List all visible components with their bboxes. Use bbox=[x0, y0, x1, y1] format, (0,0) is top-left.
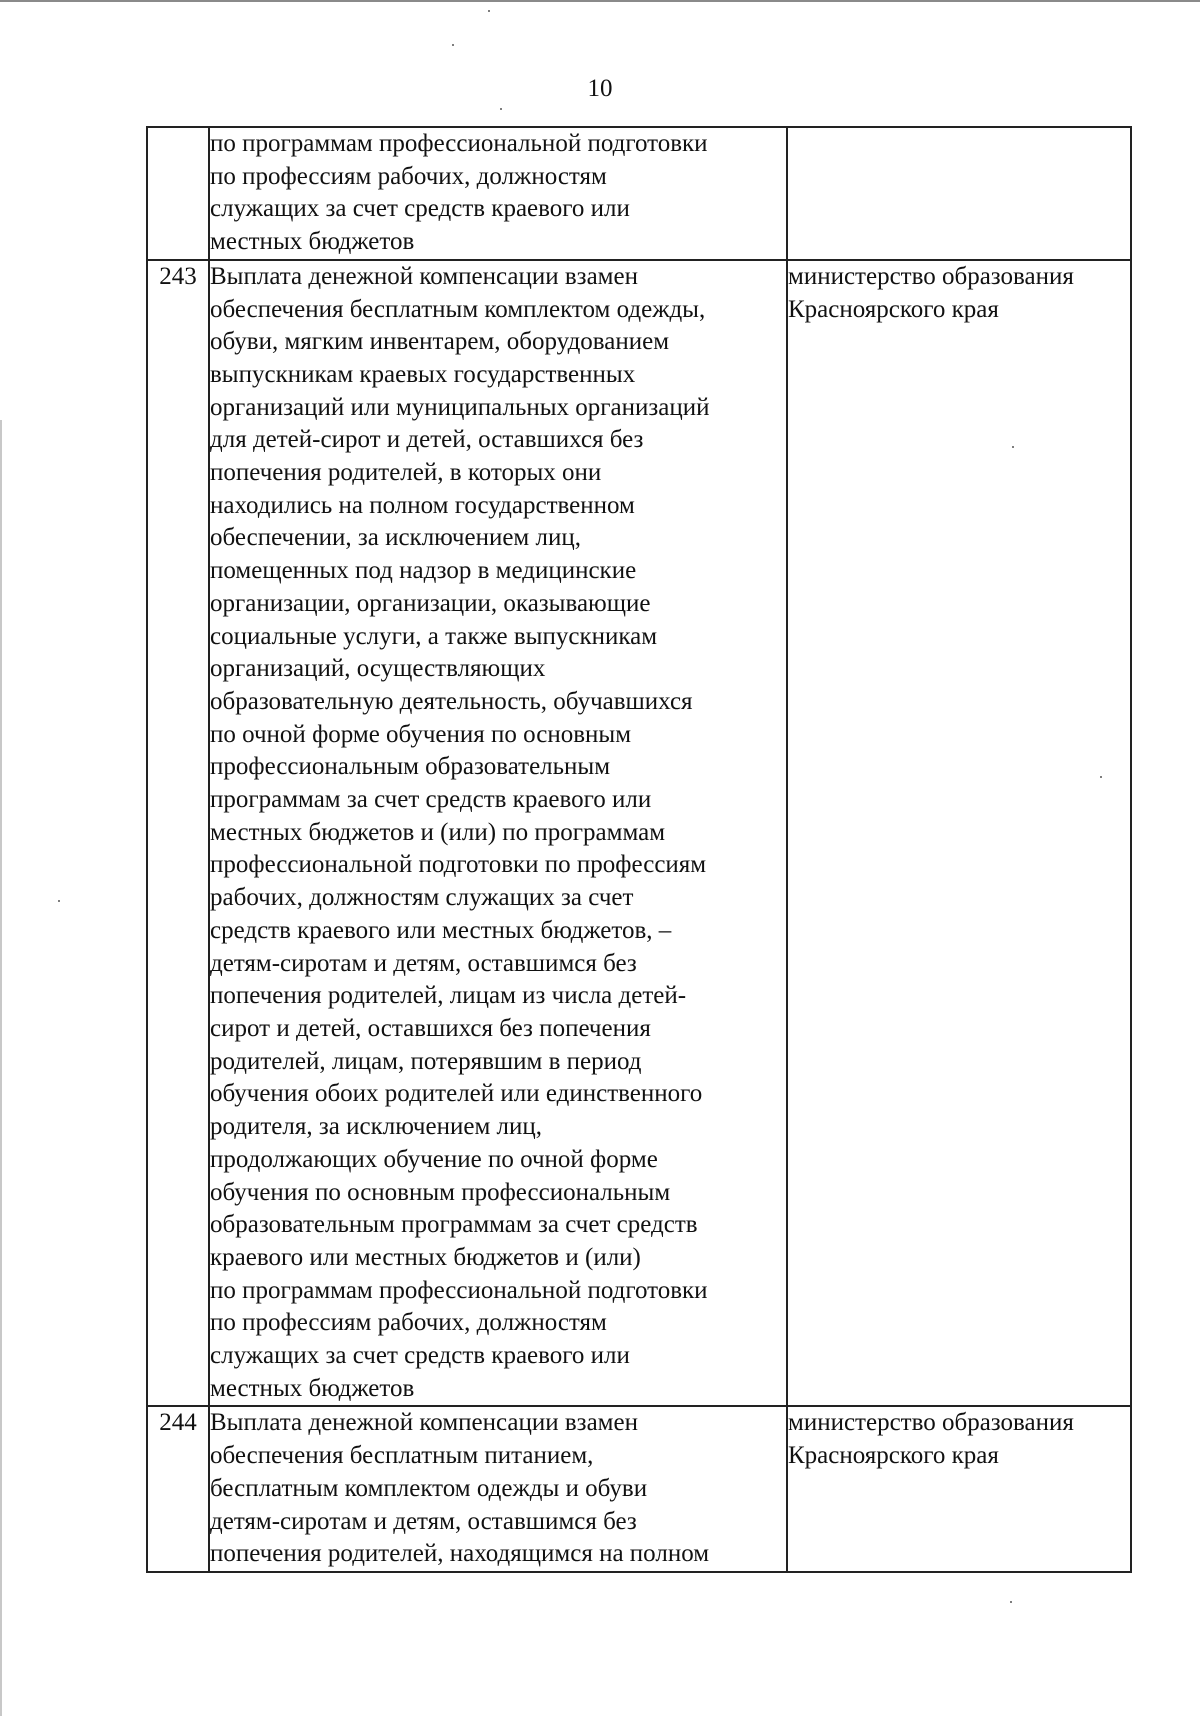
description-line: рабочих, должностям служащих за счет bbox=[210, 884, 634, 912]
responsible-body bbox=[787, 1406, 1131, 1572]
description-line: сирот и детей, оставшихся без попечения bbox=[210, 1014, 651, 1042]
description-line: обеспечения бесплатным комплектом одежды, bbox=[210, 295, 706, 323]
description-line: бесплатным комплектом одежды и обуви bbox=[210, 1474, 648, 1502]
table-row bbox=[147, 127, 1131, 260]
description-line: по профессиям рабочих, должностям bbox=[210, 162, 607, 190]
measure-description bbox=[209, 260, 787, 1407]
description-line: по программам профессиональной подготовки bbox=[210, 130, 708, 157]
description-line: служащих за счет средств краевого или bbox=[210, 1342, 630, 1370]
description-line: организаций или муниципальных организаций bbox=[210, 393, 710, 421]
table-row bbox=[147, 260, 1131, 1407]
responsible-line: министерство образования bbox=[788, 262, 1074, 290]
description-line: профессиональной подготовки по профессиям bbox=[210, 851, 707, 879]
description-line: обучения обоих родителей или единственного bbox=[210, 1080, 703, 1108]
scan-edge-left bbox=[0, 420, 2, 1716]
scan-speck bbox=[58, 900, 60, 902]
responsible-body bbox=[787, 260, 1131, 1407]
scan-speck bbox=[500, 108, 502, 110]
description-line: обеспечения бесплатным питанием, bbox=[210, 1442, 594, 1470]
description-line: обеспечении, за исключением лиц, bbox=[210, 524, 581, 552]
description-line: обучения по основным профессиональным bbox=[210, 1178, 671, 1206]
description-line: попечения родителей, лицам из числа детей- bbox=[210, 982, 687, 1010]
description-line: родителей, лицам, потерявшим в период bbox=[210, 1047, 642, 1075]
description-line: профессиональным образовательным bbox=[210, 753, 611, 781]
responsible-line: министерство образования bbox=[788, 1409, 1074, 1437]
description-line: образовательным программам за счет средств bbox=[210, 1211, 698, 1239]
description-line: социальные услуги, а также выпускникам bbox=[210, 622, 658, 650]
scan-speck bbox=[1010, 1601, 1012, 1603]
row-number: 243 bbox=[147, 260, 209, 1407]
description-line: для детей-сирот и детей, оставшихся без bbox=[210, 426, 644, 454]
description-line: попечения родителей, в которых они bbox=[210, 459, 602, 487]
table-row bbox=[147, 1406, 1131, 1572]
description-line: по профессиям рабочих, должностям bbox=[210, 1309, 607, 1337]
description-line: средств краевого или местных бюджетов, – bbox=[210, 916, 672, 944]
description-line: обуви, мягким инвентарем, оборудованием bbox=[210, 328, 670, 356]
description-line: организации, организации, оказывающие bbox=[210, 589, 651, 617]
responsible-body bbox=[787, 127, 1131, 260]
description-line: местных бюджетов и (или) по программам bbox=[210, 818, 666, 846]
description-line: детям-сиротам и детям, оставшимся без bbox=[210, 1507, 637, 1535]
document-table bbox=[146, 126, 1132, 1573]
row-number: 244 bbox=[147, 1406, 209, 1572]
description-line: Выплата денежной компенсации взамен bbox=[210, 1409, 638, 1437]
scan-speck bbox=[452, 44, 454, 46]
description-line: организаций, осуществляющих bbox=[210, 655, 546, 683]
description-line: служащих за счет средств краевого или bbox=[210, 195, 630, 223]
description-line: по программам профессиональной подготовки bbox=[210, 1276, 708, 1304]
description-line: выпускникам краевых государственных bbox=[210, 360, 636, 388]
measure-description bbox=[209, 1406, 787, 1572]
scan-edge-top bbox=[0, 0, 1200, 2]
scan-speck bbox=[488, 10, 490, 12]
description-line: местных бюджетов bbox=[210, 1374, 415, 1402]
description-line: местных бюджетов bbox=[210, 228, 415, 256]
row-number bbox=[147, 127, 209, 260]
description-line: продолжающих обучение по очной форме bbox=[210, 1145, 658, 1173]
description-line: попечения родителей, находящимся на полном bbox=[210, 1540, 710, 1568]
description-line: детям-сиротам и детям, оставшимся без bbox=[210, 949, 637, 977]
table-body bbox=[147, 127, 1131, 1572]
description-line: программам за счет средств краевого или bbox=[210, 786, 652, 814]
responsible-line: Красноярского края bbox=[788, 1442, 999, 1470]
description-line: по очной форме обучения по основным bbox=[210, 720, 632, 748]
description-line: находились на полном государственном bbox=[210, 491, 635, 519]
description-line: краевого или местных бюджетов и (или) bbox=[210, 1243, 641, 1271]
description-line: родителя, за исключением лиц, bbox=[210, 1113, 542, 1141]
measure-description bbox=[209, 127, 787, 260]
responsible-line: Красноярского края bbox=[788, 295, 999, 323]
description-line: Выплата денежной компенсации взамен bbox=[210, 262, 638, 290]
description-line: помещенных под надзор в медицинские bbox=[210, 557, 637, 585]
description-line: образовательную деятельность, обучавшихся bbox=[210, 687, 693, 715]
page-number: 10 bbox=[587, 75, 613, 102]
